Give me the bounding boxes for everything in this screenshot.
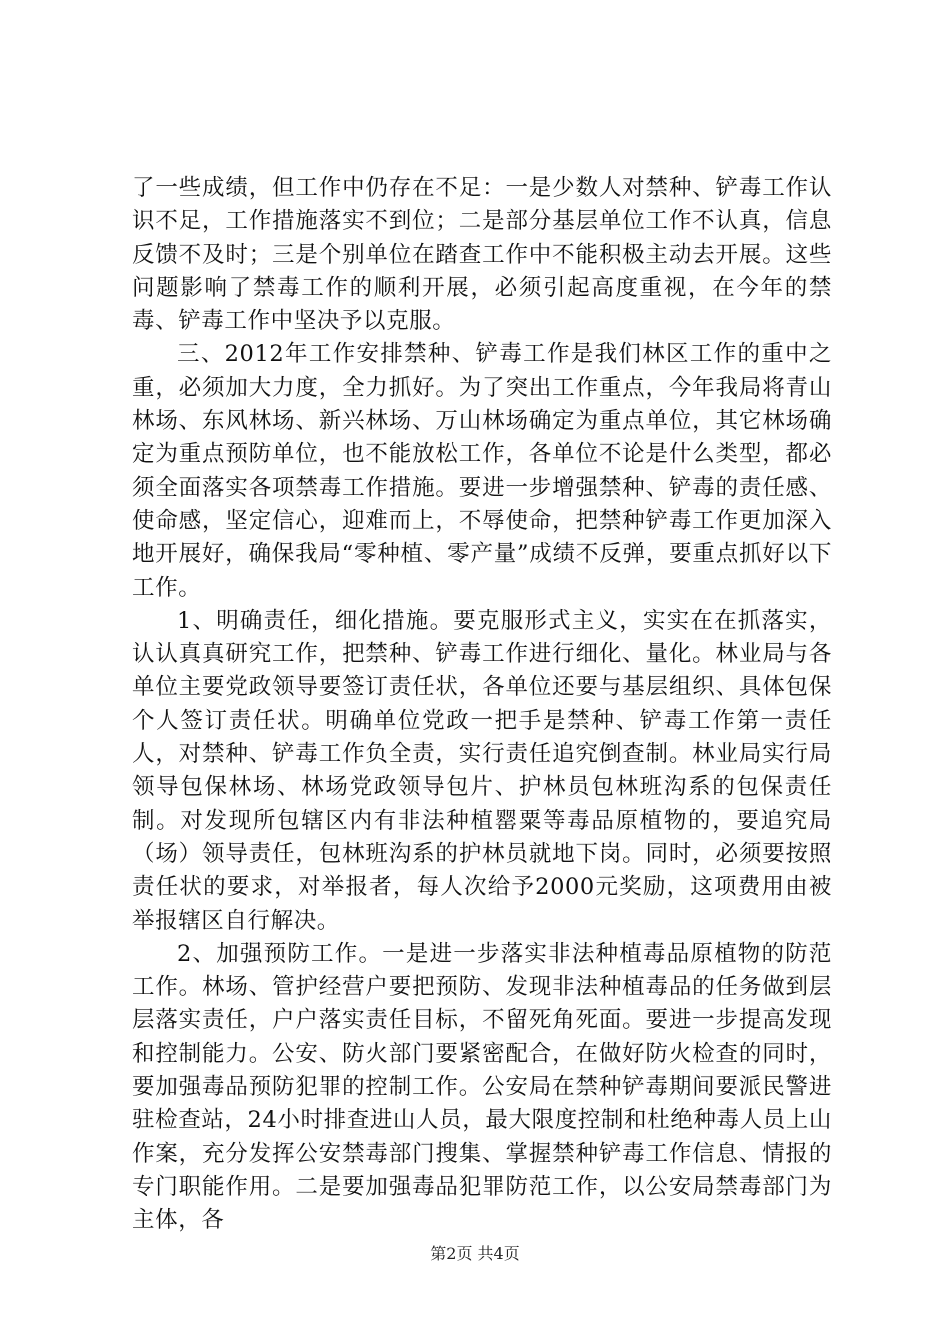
paragraph-responsibility: 1、明确责任，细化措施。要克服形式主义，实实在在抓落实，认认真真研究工作，把禁种、铲毒工作进行细化、量化。林业局与各单位主要党政领导要签订责任状，各单位还要与基层组织、具体包保个人签订责任状。明确单位党政一把手是禁种、铲毒工作第一责任人，对禁种、铲毒工作负全责，实行责任追究倒查制。林业局实行局领导包保林场、林场党政领导包片、护林员包林班沟系的包保责任制。对发现所包辖区内有非法种植罂粟等毒品原植物的，要追究局（场）领导责任，包林班沟系的护林员就地下岗。同时，必须要按照责任状的要求，对举报者，每人次给予2000元奖励，这项费用由被举报辖区自行解决。: [132, 607, 832, 934]
paragraph-work-plan-2012: 三、2012年工作安排禁种、铲毒工作是我们林区工作的重中之重，必须加大力度，全力抓好。为了突出工作重点，今年我局将青山林场、东风林场、新兴林场、万山林场确定为重点单位，其它林场确定为重点预防单位，也不能放松工作，各单位不论是什么类型，都必须全面落实各项禁毒工作措施。要进一步增强禁种、铲毒的责任感、使命感，坚定信心，迎难而上，不辱使命，把禁种铲毒工作更加深入地开展好，确保我局“零种植、零产量”成绩不反弹，要重点抓好以下工作。: [132, 341, 832, 601]
page-number-footer: 第2页 共4页: [430, 1244, 520, 1263]
paragraph-continuation: 了一些成绩，但工作中仍存在不足：一是少数人对禁种、铲毒工作认识不足，工作措施落实不到位；二是部分基层单位工作不认真，信息反馈不及时；三是个别单位在踏查工作中不能积极主动去开展。这些问题影响了禁毒工作的顺利开展，必须引起高度重视，在今年的禁毒、铲毒工作中坚决予以克服。: [132, 175, 832, 335]
document-body: [132, 172, 832, 1238]
paragraph-prevention: 2、加强预防工作。一是进一步落实非法种植毒品原植物的防范工作。林场、管护经营户要把预防、发现非法种植毒品的任务做到层层落实责任，户户落实责任目标，不留死角死面。要进一步提高发现和控制能力。公安、防火部门要紧密配合，在做好防火检查的同时，要加强毒品预防犯罪的控制工作。公安局在禁种铲毒期间要派民警进驻检查站，24小时排查进山人员，最大限度控制和杜绝种毒人员上山作案，充分发挥公安禁毒部门搜集、掌握禁种铲毒工作信息、情报的专门职能作用。二是要加强毒品犯罪防范工作，以公安局禁毒部门为主体，各: [132, 940, 832, 1234]
